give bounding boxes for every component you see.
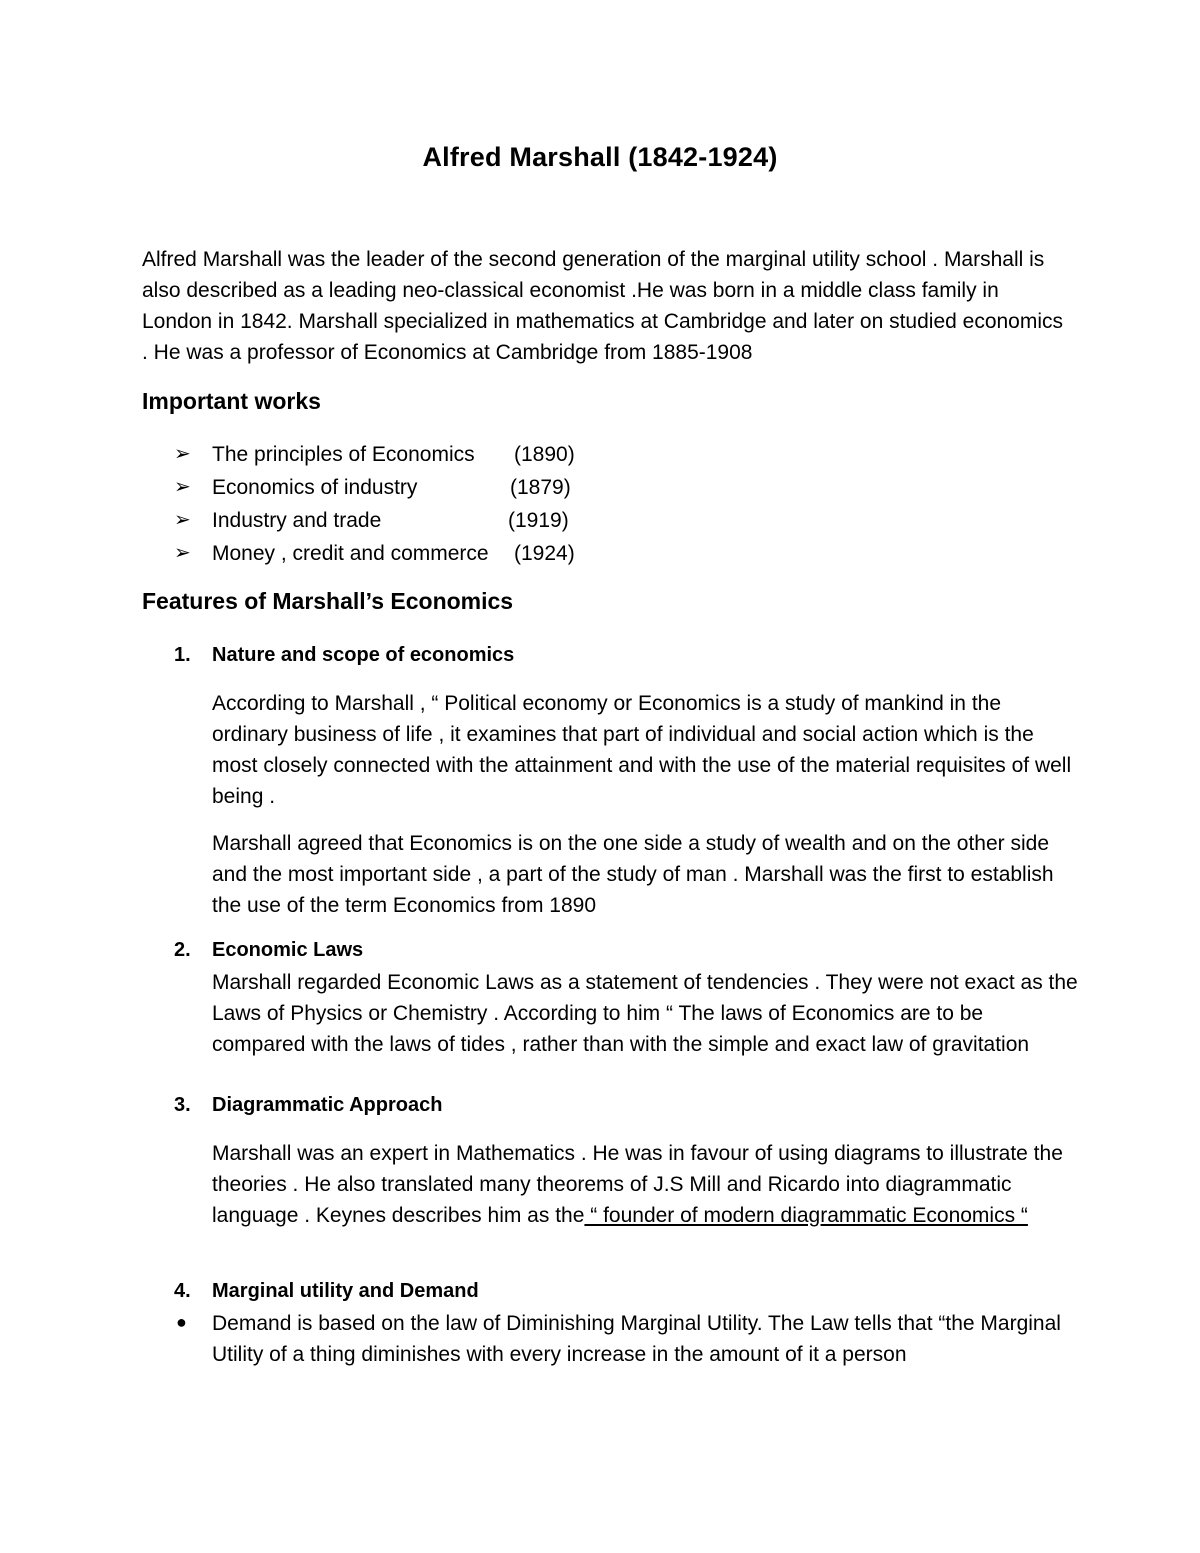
arrow-bullet-icon: ➢ — [174, 443, 191, 465]
page-title: Alfred Marshall (1842-1924) — [422, 142, 778, 172]
section-number: 4. — [174, 1280, 191, 1302]
section-title: Economic Laws — [212, 939, 364, 961]
work-year: (1924) — [514, 542, 575, 565]
features-heading: Features of Marshall’s Economics — [142, 588, 514, 614]
bullet-dot-icon: ● — [176, 1312, 187, 1332]
section-paragraph: Marshall agreed that Economics is on the one side a study of wealth and on the other side and the most important side , a part of the study of man . Marshall was the first to establish the use of the term Economics from 1890 — [212, 832, 1054, 917]
section-number: 2. — [174, 939, 191, 961]
work-title: The principles of Economics — [212, 443, 475, 466]
section-heading — [174, 939, 363, 962]
section-paragraph: According to Marshall , “ Political economy or Economics is a study of mankind in the ordinary business of life , it examines that part of individual and social action which is the most closely connected with the attainment and with the use of the material requisites of well being . — [212, 692, 1072, 808]
work-title: Industry and trade — [212, 509, 382, 532]
underlined-quote: “ founder of modern diagrammatic Economics “ — [584, 1204, 1028, 1227]
section-number: 1. — [174, 644, 191, 666]
section-number: 3. — [174, 1094, 191, 1116]
work-title: Money , credit and commerce — [212, 542, 489, 565]
arrow-bullet-icon: ➢ — [174, 509, 191, 531]
arrow-bullet-icon: ➢ — [174, 542, 191, 564]
section-heading — [174, 1094, 442, 1117]
work-year: (1919) — [508, 509, 569, 532]
work-year: (1879) — [510, 476, 571, 499]
section-paragraph-text: Marshall was an expert in Mathematics . He was in favour of using diagrams to illustrate the theories . He also translated many theorems of J.S Mill and Ricardo into diagrammatic language . Keynes describes him as the — [212, 1142, 1063, 1227]
section-heading — [174, 644, 514, 667]
intro-paragraph: Alfred Marshall was the leader of the second generation of the marginal utility school . Marshall is also described as a leading neo-classical economist .He was born in a middle class family in London in 1842. Marshall specialized in mathematics at Cambridge and later on studied economics . He was a professor of Economics at Cambridge from 1885-1908 — [142, 248, 1064, 364]
section-title: Diagrammatic Approach — [212, 1094, 443, 1116]
arrow-bullet-icon: ➢ — [174, 476, 191, 498]
section-heading — [174, 1280, 479, 1303]
section-paragraph: Marshall regarded Economic Laws as a statement of tendencies . They were not exact as the Laws of Physics or Chemistry . According to him “ The laws of Economics are to be compared with the laws of tides , rather than with the simple and exact law of gravitation — [212, 971, 1078, 1056]
work-year: (1890) — [514, 443, 575, 466]
section-bullet-text: Demand is based on the law of Diminishing Marginal Utility. The Law tells that “the Marginal Utility of a thing diminishes with every increase in the amount of it a person — [212, 1312, 1061, 1366]
work-title: Economics of industry — [212, 476, 418, 499]
section-title: Marginal utility and Demand — [212, 1280, 479, 1302]
section-paragraph — [212, 1138, 1082, 1231]
section-title: Nature and scope of economics — [212, 644, 515, 666]
important-works-heading: Important works — [142, 388, 321, 414]
